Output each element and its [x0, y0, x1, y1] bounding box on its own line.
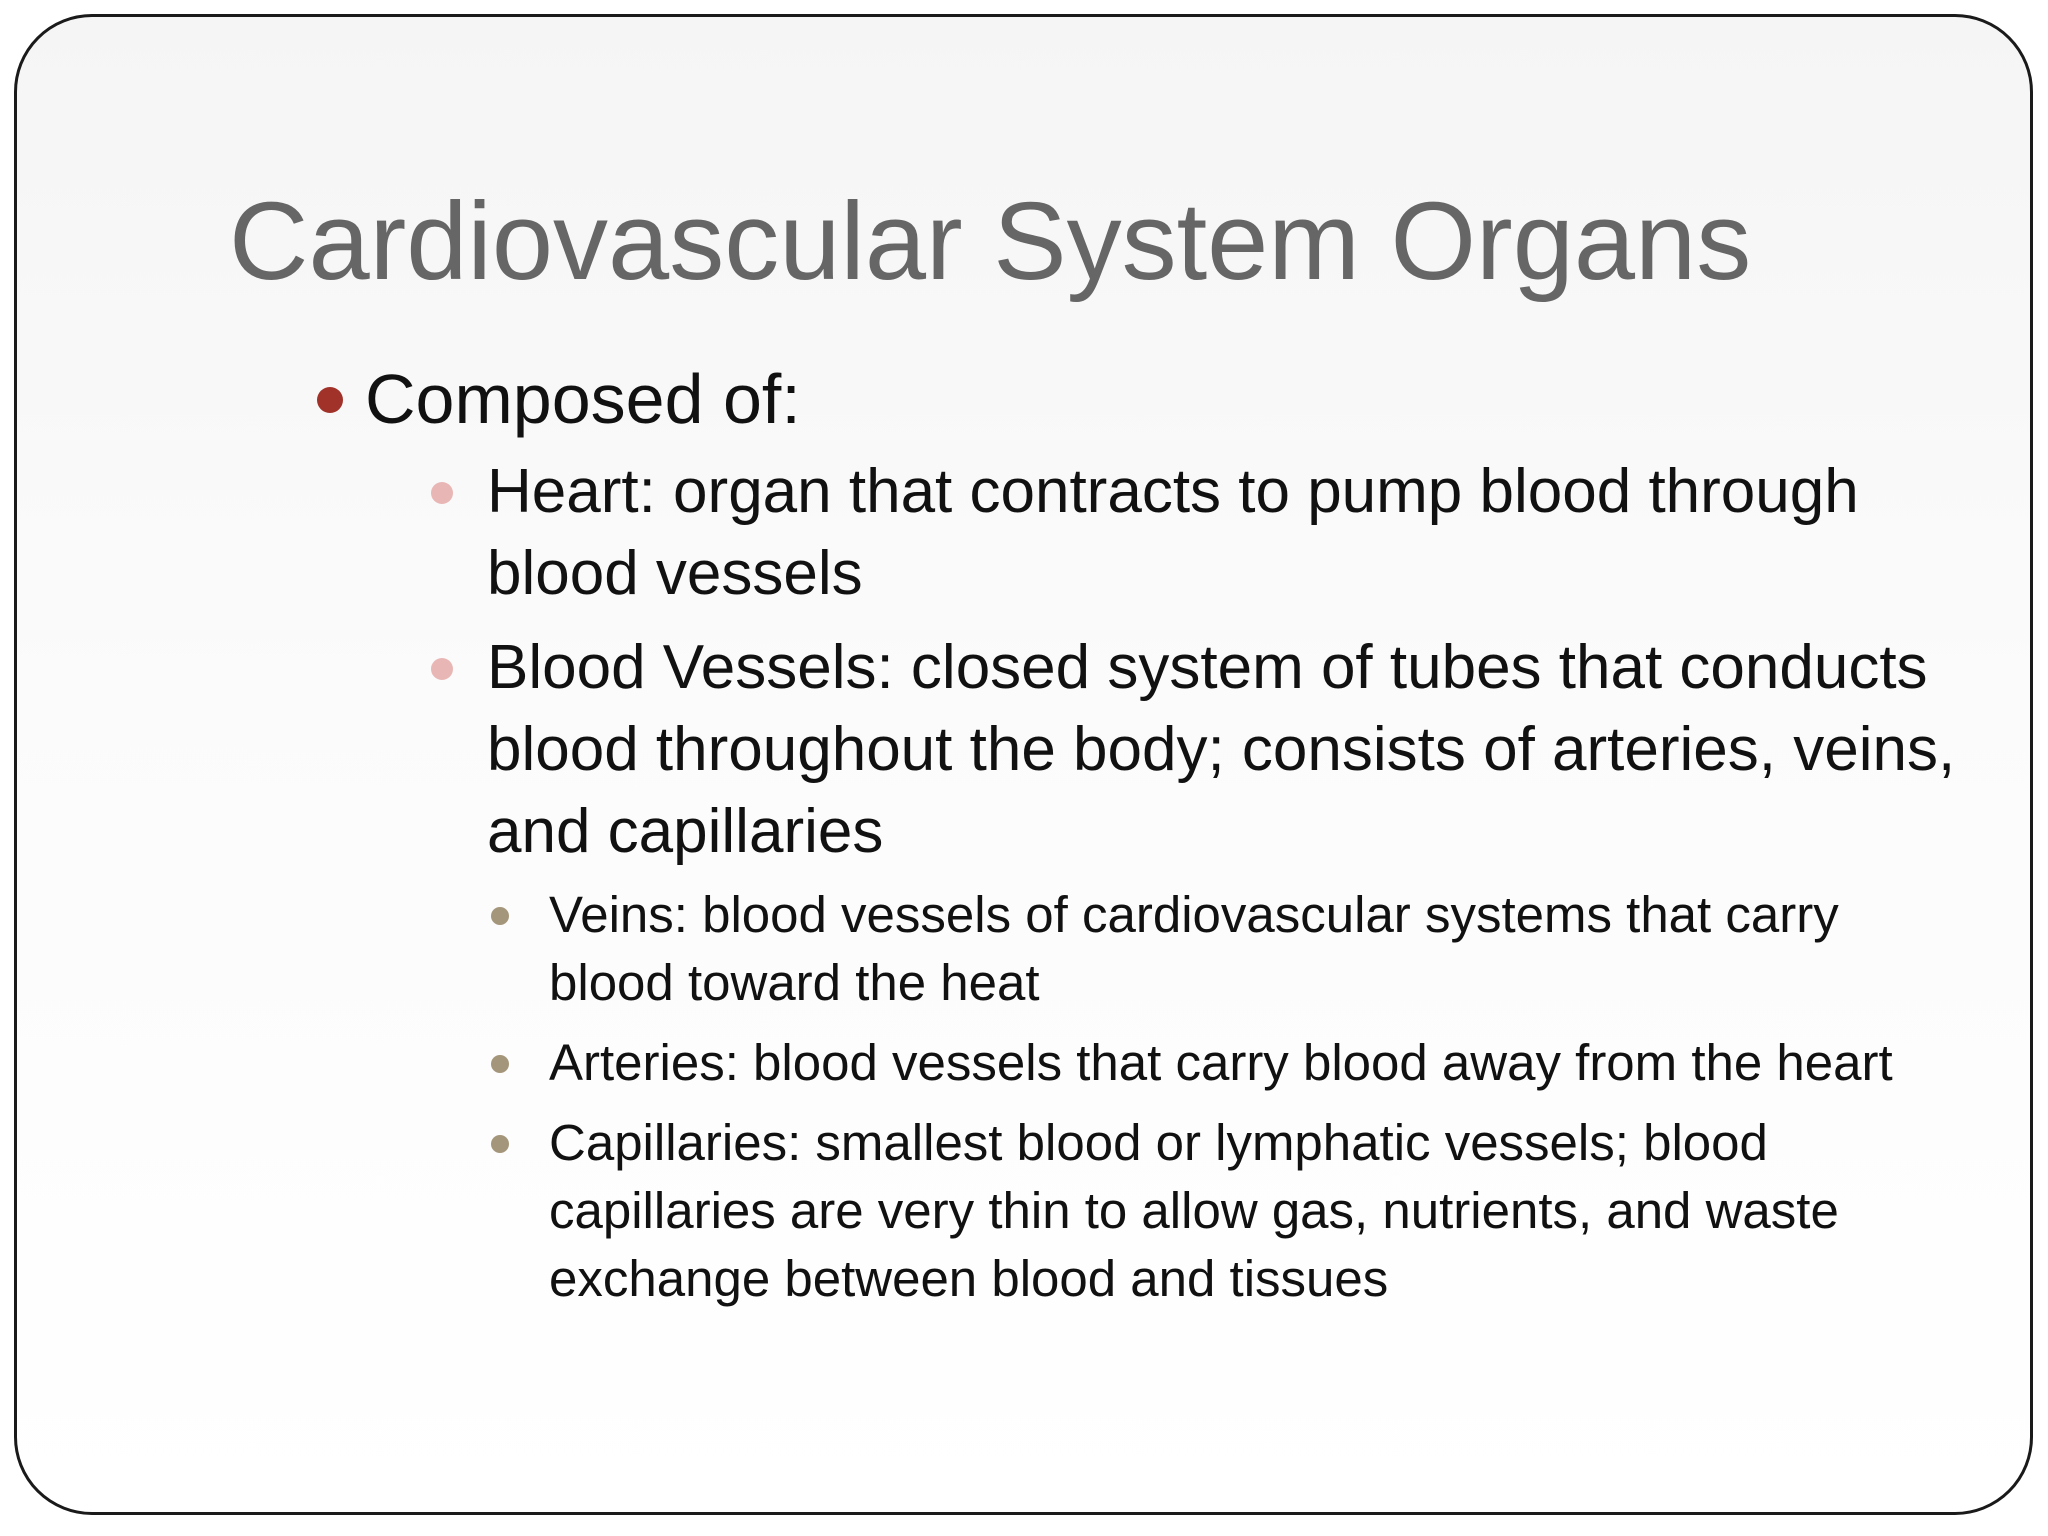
bullet-dot-icon [317, 387, 343, 413]
sub-sub-bullet-item [487, 1109, 1977, 1313]
sub-sub-bullet-item [487, 881, 1977, 1017]
sub-bullet-item [425, 627, 1977, 1313]
sub-bullet-item [425, 451, 1977, 615]
bullet-dot-icon [431, 482, 453, 504]
bullet-dot-icon [431, 658, 453, 680]
bullet-list-level1 [297, 357, 1977, 1313]
sub-sub-bullet-text: Arteries: blood vessels that carry blood away from the heart [549, 1034, 1893, 1091]
sub-sub-bullet-text: Capillaries: smallest blood or lymphatic vessels; blood capillaries are very thin to allow gas, nutrients, and waste exchange between blood and tissues [549, 1114, 1839, 1307]
sub-sub-bullet-text: Veins: blood vessels of cardiovascular systems that carry blood toward the heat [549, 886, 1839, 1011]
bullet-list-level3 [487, 881, 1977, 1313]
bullet-item [297, 357, 1977, 1313]
bullet-text: Composed of: [365, 360, 801, 438]
bullet-list-level2 [365, 451, 1977, 1313]
sub-sub-bullet-item [487, 1029, 1977, 1097]
sub-bullet-text: Blood Vessels: closed system of tubes that conducts blood throughout the body; consists of arteries, veins, and capillaries [487, 633, 1956, 866]
bullet-dot-icon [491, 907, 509, 925]
slide-content [297, 357, 1977, 1325]
slide-title: Cardiovascular System Organs [229, 180, 1752, 303]
bullet-dot-icon [491, 1135, 509, 1153]
slide [14, 14, 2033, 1515]
bullet-dot-icon [491, 1055, 509, 1073]
sub-bullet-text: Heart: organ that contracts to pump blood through blood vessels [487, 457, 1859, 608]
